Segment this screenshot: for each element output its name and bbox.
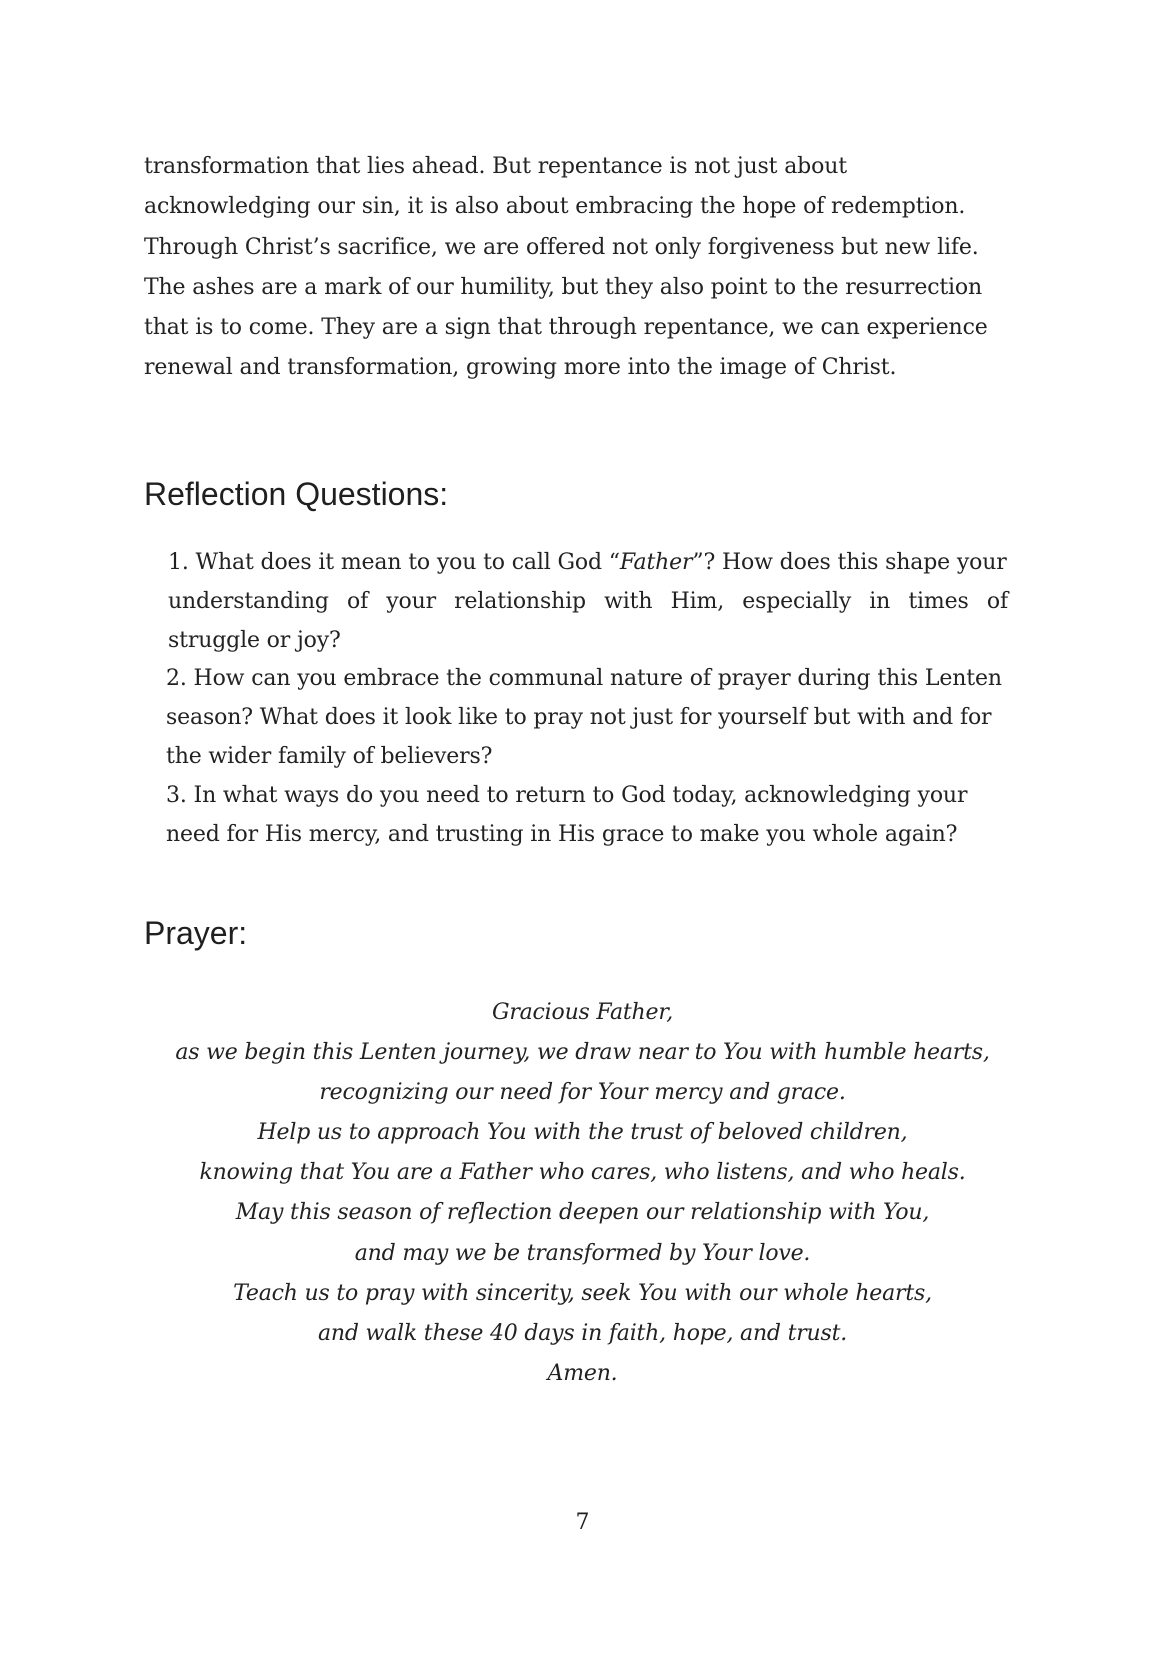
paragraph-line: The ashes are a mark of our humility, but they also point to the resurrection bbox=[144, 274, 983, 300]
prayer-line: and walk these 40 days in faith, hope, and trust. bbox=[317, 1320, 848, 1346]
prayer-line: knowing that You are a Father who cares, who listens, and who heals. bbox=[199, 1160, 966, 1186]
prayer-line: Teach us to pray with sincerity, seek You with our whole hearts, bbox=[233, 1280, 932, 1306]
question-1-word: of bbox=[346, 589, 369, 614]
prayer-line: Gracious Father, bbox=[491, 1000, 674, 1025]
question-2-line: season? What does it look like to pray not just for yourself but with and for bbox=[166, 705, 992, 730]
question-1-line-1 bbox=[168, 543, 1007, 583]
reflection-questions-heading: Reflection Questions: bbox=[144, 476, 449, 512]
question-1-word: in bbox=[869, 589, 891, 614]
prayer-line: May this season of reflection deepen our relationship with You, bbox=[235, 1200, 930, 1226]
question-1-word: of bbox=[986, 589, 1008, 614]
question-1-word: your bbox=[386, 589, 436, 614]
paragraph-line: Through Christ’s sacrifice, we are offered not only forgiveness but new life. bbox=[144, 234, 979, 260]
question-1-word: relationship bbox=[454, 589, 586, 614]
prayer-line: as we begin this Lenten journey, we draw near to You with humble hearts, bbox=[175, 1040, 990, 1066]
question-1-italic-word: Father bbox=[619, 550, 693, 575]
body-paragraph bbox=[144, 147, 1024, 389]
question-1-line-2 bbox=[168, 582, 1008, 622]
page-number: 7 bbox=[575, 1510, 590, 1535]
question-1-word: Him, bbox=[670, 589, 725, 614]
question-1-word: understanding bbox=[168, 589, 329, 614]
question-1-text: ”? How does this shape your bbox=[692, 550, 1007, 575]
paragraph-line: renewal and transformation, growing more into the image of Christ. bbox=[144, 355, 897, 381]
paragraph-line: acknowledging our sin, it is also about embracing the hope of redemption. bbox=[144, 194, 966, 220]
question-3-line: need for His mercy, and trusting in His grace to make you whole again? bbox=[166, 822, 958, 847]
paragraph-line: transformation that lies ahead. But repentance is not just about bbox=[144, 154, 847, 179]
paragraph-line: that is to come. They are a sign that through repentance, we can experience bbox=[144, 315, 988, 341]
question-2-line: 2. How can you embrace the communal nature of prayer during this Lenten bbox=[166, 666, 1002, 691]
question-1-word: with bbox=[604, 589, 653, 614]
prayer-heading: Prayer: bbox=[144, 915, 248, 951]
prayer-line: recognizing our need for Your mercy and grace. bbox=[319, 1080, 846, 1106]
question-2-line: the wider family of believers? bbox=[166, 744, 493, 769]
question-1-text: 1. What does it mean to you to call God “ bbox=[168, 550, 620, 575]
prayer-text bbox=[0, 993, 1165, 1394]
question-1-word: especially bbox=[742, 589, 852, 614]
prayer-amen: Amen. bbox=[547, 1360, 618, 1386]
prayer-line: and may we be transformed by Your love. bbox=[354, 1240, 811, 1266]
question-3-line: 3. In what ways do you need to return to God today, acknowledging your bbox=[166, 783, 968, 808]
prayer-line: Help us to approach You with the trust of beloved children, bbox=[257, 1120, 908, 1146]
question-1-line-3: struggle or joy? bbox=[168, 628, 341, 653]
question-1-word: times bbox=[908, 589, 969, 614]
